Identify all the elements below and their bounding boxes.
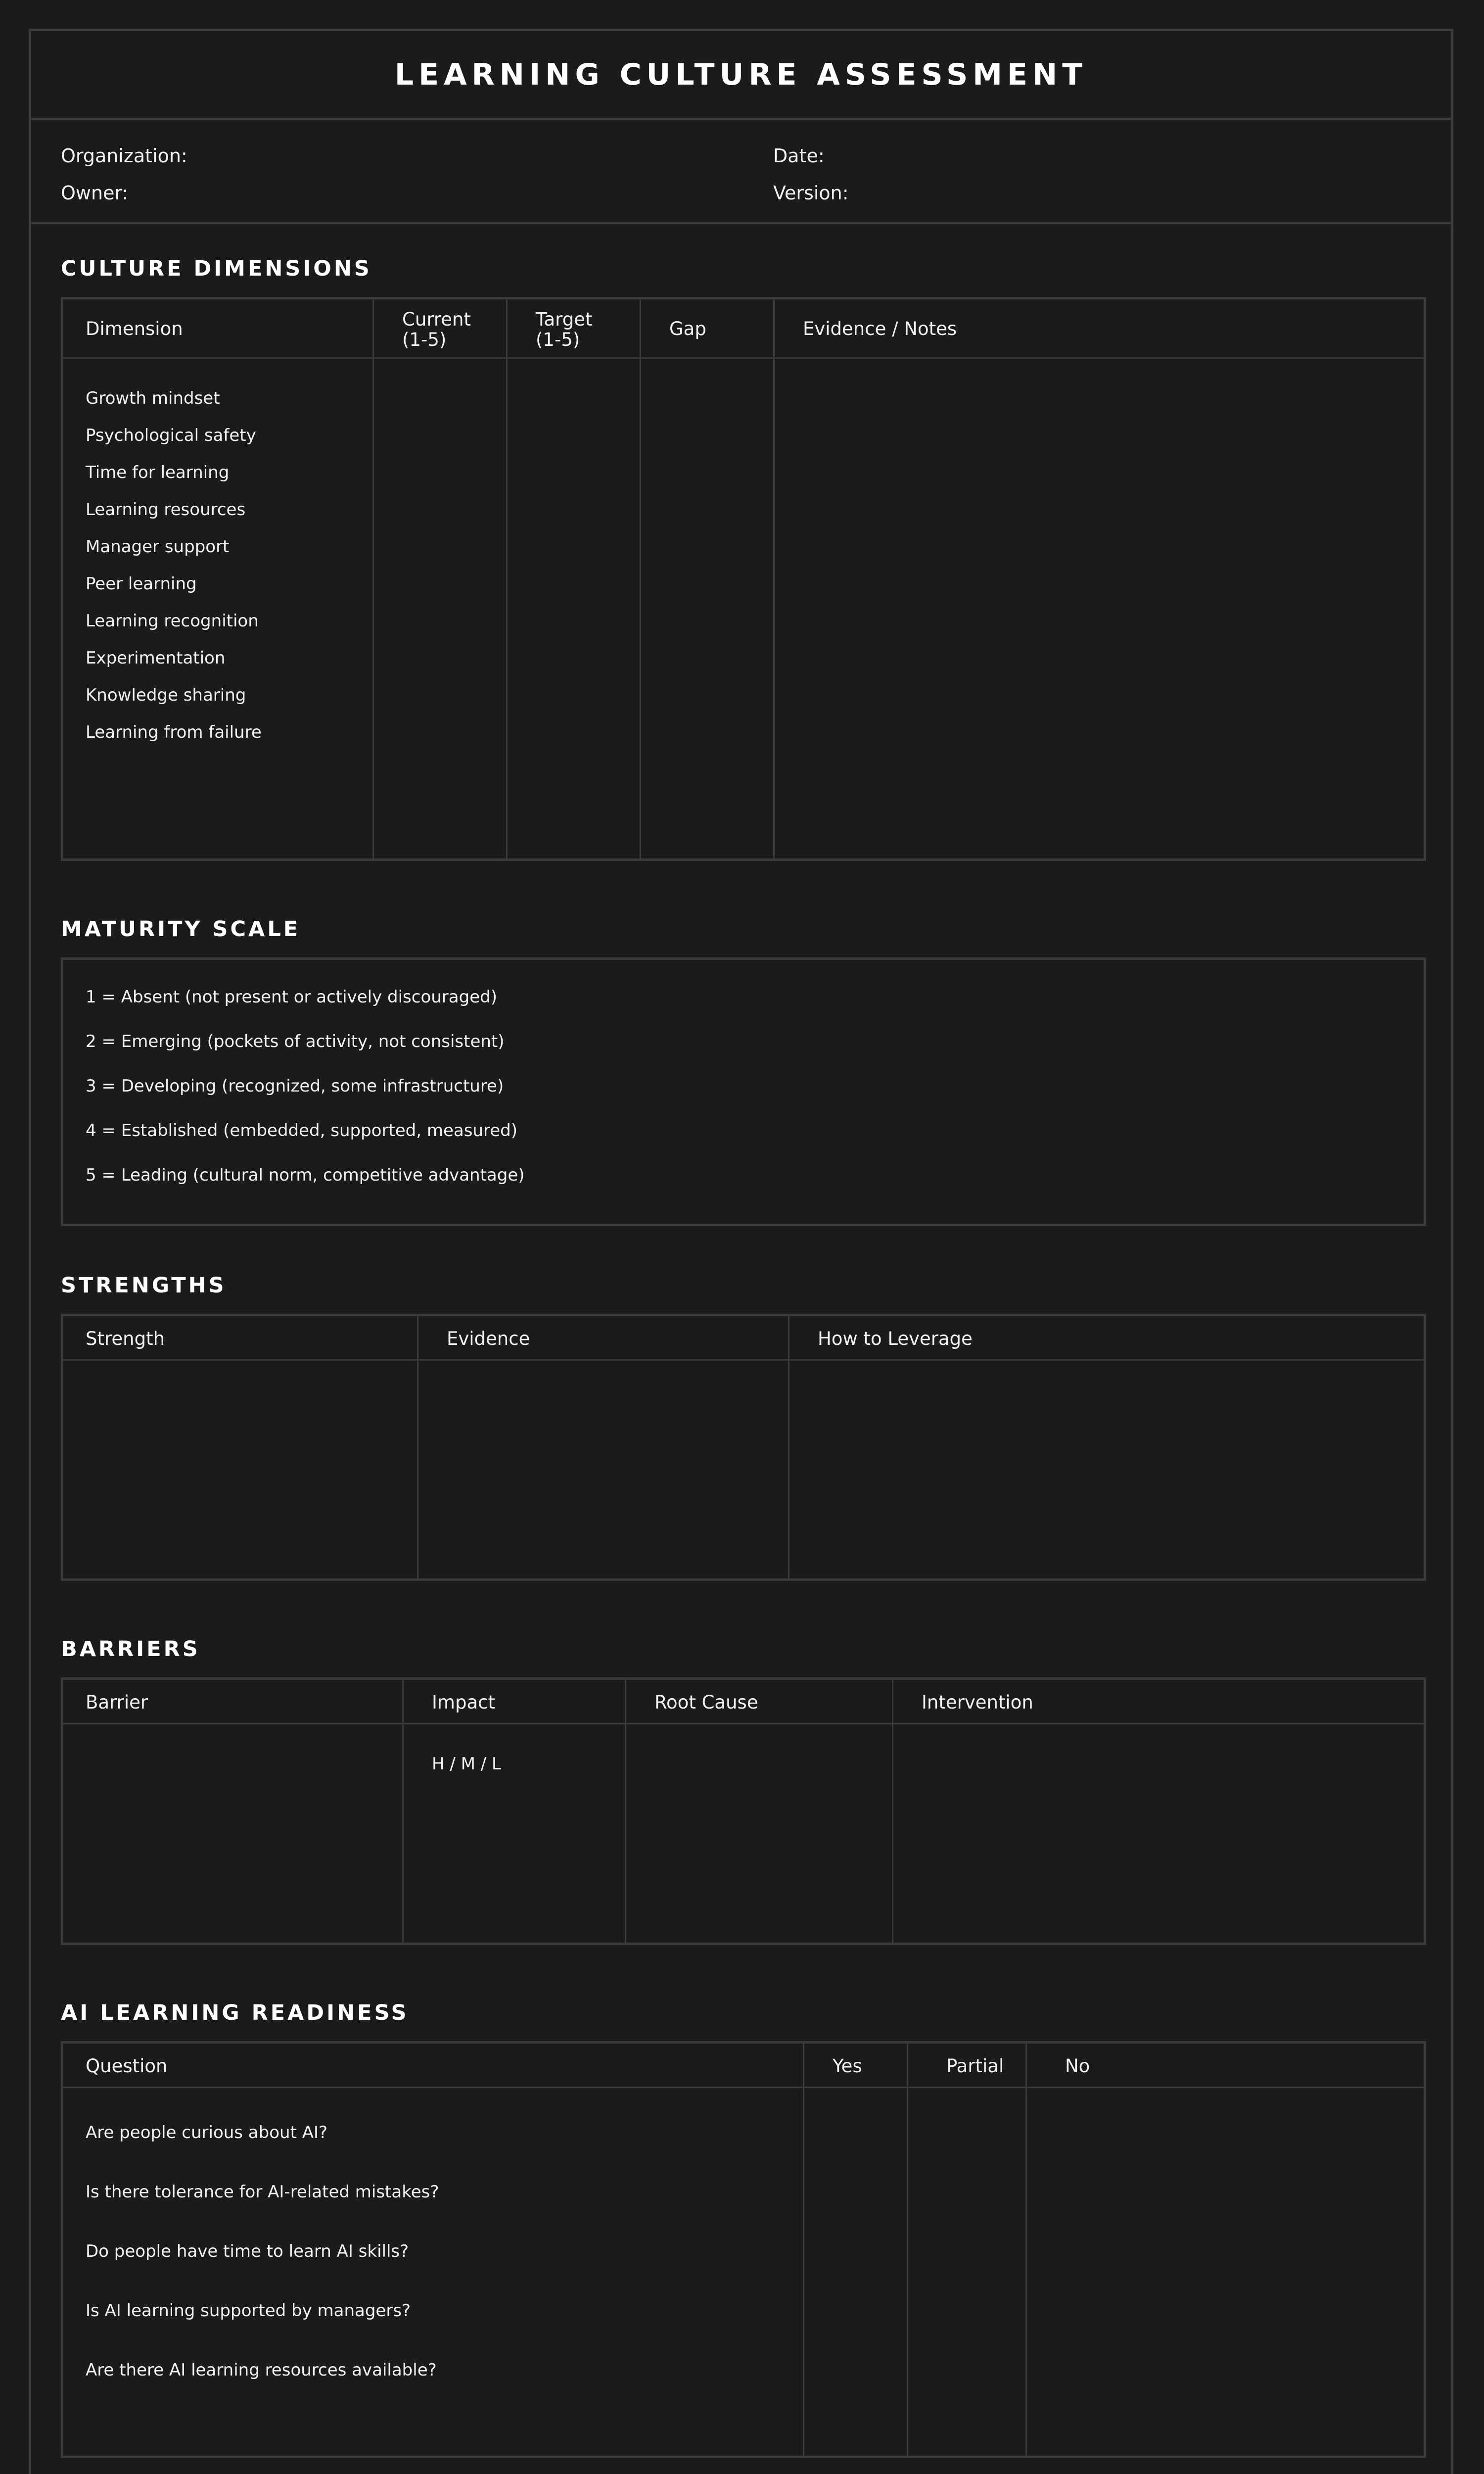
dimension-row: Manager support <box>86 537 230 557</box>
maturity-box <box>61 957 1426 1226</box>
barriers-table <box>61 1677 1426 1945</box>
dimension-row: Psychological safety <box>86 426 256 445</box>
dimensions-heading: CULTURE DIMENSIONS <box>61 256 372 281</box>
maturity-item: 1 = Absent (not present or actively discouraged) <box>86 987 497 1007</box>
col-impact: Impact <box>432 1692 495 1713</box>
organization-field[interactable]: Organization: <box>61 145 187 167</box>
dimension-row: Learning from failure <box>86 722 262 742</box>
maturity-item: 2 = Emerging (pockets of activity, not consistent) <box>86 1032 505 1051</box>
dimension-row: Time for learning <box>86 463 230 482</box>
dimension-row: Peer learning <box>86 574 197 594</box>
dimension-row: Learning recognition <box>86 611 259 631</box>
ai-question: Are there AI learning resources available? <box>86 2360 437 2380</box>
col-strength: Strength <box>86 1328 165 1349</box>
barriers-heading: BARRIERS <box>61 1637 200 1662</box>
col-root-cause: Root Cause <box>654 1692 758 1713</box>
maturity-item: 3 = Developing (recognized, some infrastructure) <box>86 1076 504 1096</box>
ai-question: Are people curious about AI? <box>86 2123 328 2142</box>
dimension-row: Learning resources <box>86 500 246 520</box>
col-barrier: Barrier <box>86 1692 148 1713</box>
title-bar <box>31 31 1451 120</box>
dimension-row: Experimentation <box>86 648 226 668</box>
col-yes: Yes <box>833 2055 862 2077</box>
col-target: Target (1-5) <box>536 309 593 351</box>
dimension-row: Growth mindset <box>86 388 220 408</box>
dimensions-table <box>61 297 1426 861</box>
strengths-header <box>63 1316 1424 1361</box>
dimension-row: Knowledge sharing <box>86 685 246 705</box>
maturity-item: 5 = Leading (cultural norm, competitive advantage) <box>86 1165 525 1185</box>
dimensions-header <box>63 299 1424 359</box>
version-field[interactable]: Version: <box>773 182 849 204</box>
col-evidence-notes: Evidence / Notes <box>803 318 957 339</box>
ai-question: Do people have time to learn AI skills? <box>86 2241 409 2261</box>
ai-readiness-heading: AI LEARNING READINESS <box>61 2000 409 2025</box>
strengths-table <box>61 1314 1426 1581</box>
info-panel <box>31 120 1451 224</box>
impact-hint: H / M / L <box>432 1754 501 1774</box>
maturity-item: 4 = Established (embedded, supported, measured) <box>86 1121 518 1141</box>
date-field[interactable]: Date: <box>773 145 825 167</box>
col-question: Question <box>86 2055 168 2077</box>
col-dimension: Dimension <box>86 318 183 339</box>
maturity-heading: MATURITY SCALE <box>61 917 301 942</box>
strengths-heading: STRENGTHS <box>61 1273 227 1298</box>
col-how-to-leverage: How to Leverage <box>818 1328 973 1349</box>
page-title: LEARNING CULTURE ASSESSMENT <box>394 57 1088 92</box>
ai-readiness-table <box>61 2041 1426 2458</box>
col-partial: Partial <box>946 2055 1004 2077</box>
col-no: No <box>1065 2055 1090 2077</box>
col-gap: Gap <box>669 318 706 339</box>
owner-field[interactable]: Owner: <box>61 182 129 204</box>
barriers-header <box>63 1680 1424 1724</box>
ai-readiness-header <box>63 2044 1424 2088</box>
col-intervention: Intervention <box>922 1692 1033 1713</box>
col-evidence: Evidence <box>447 1328 530 1349</box>
ai-question: Is there tolerance for AI-related mistakes? <box>86 2182 439 2202</box>
assessment-frame <box>29 29 1453 2474</box>
col-current: Current (1-5) <box>402 309 471 351</box>
ai-question: Is AI learning supported by managers? <box>86 2301 411 2321</box>
